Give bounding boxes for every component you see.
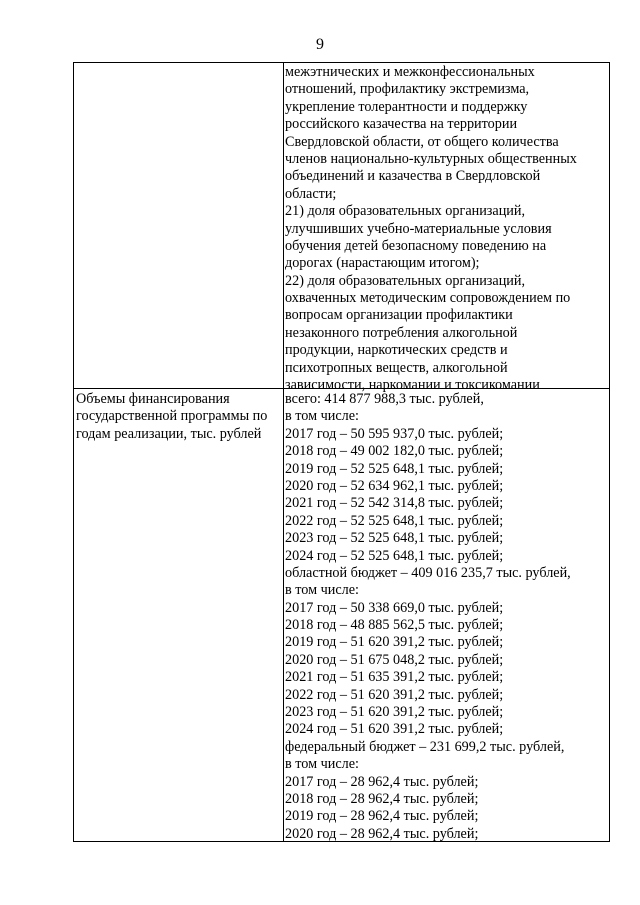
funding-value-line: в том числе:	[285, 582, 359, 599]
funding-value-line: 2024 год – 51 620 391,2 тыс. рублей;	[285, 721, 504, 738]
funding-values-cell	[285, 391, 607, 843]
indicator-text-line: 22) доля образовательных организаций,	[285, 272, 526, 289]
funding-value-line: 2020 год – 52 634 962,1 тыс. рублей;	[285, 477, 504, 494]
program-passport-table	[73, 62, 610, 842]
indicator-text-line: укрепление толерантности и поддержку	[285, 98, 528, 115]
indicator-text-line: области;	[285, 185, 337, 202]
indicator-text-line: отношений, профилактику экстремизма,	[285, 81, 530, 98]
indicator-text-line: членов национально-культурных общественных	[285, 150, 577, 167]
funding-value-line: всего: 414 877 988,3 тыс. рублей,	[285, 391, 484, 407]
indicator-text-line: обучения детей безопасному поведению на	[285, 237, 547, 254]
indicator-text-line: вопросам организации профилактики	[285, 307, 513, 324]
funding-value-line: 2018 год – 48 885 562,5 тыс. рублей;	[285, 617, 504, 634]
indicator-text-line: охваченных методическим сопровождением по	[285, 290, 571, 307]
funding-value-line: 2021 год – 51 635 391,2 тыс. рублей;	[285, 669, 504, 686]
funding-label-line: государственной программы по	[76, 408, 268, 425]
indicator-text-line: межэтнических и межконфессиональных	[285, 64, 535, 80]
funding-value-line: 2019 год – 52 525 648,1 тыс. рублей;	[285, 460, 504, 477]
indicator-text-line: психотропных веществ, алкогольной	[285, 359, 508, 376]
funding-value-line: 2023 год – 52 525 648,1 тыс. рублей;	[285, 530, 504, 547]
funding-value-line: 2019 год – 51 620 391,2 тыс. рублей;	[285, 634, 504, 651]
funding-value-line: 2017 год – 28 962,4 тыс. рублей;	[285, 773, 479, 790]
page-number: 9	[316, 36, 324, 53]
funding-label-cell	[76, 391, 282, 443]
funding-value-line: 2017 год – 50 595 937,0 тыс. рублей;	[285, 425, 504, 442]
funding-value-line: в том числе:	[285, 756, 359, 773]
funding-value-line: федеральный бюджет – 231 699,2 тыс. рублей,	[285, 738, 565, 755]
indicator-text-line: зависимости, наркомании и токсикомании	[285, 377, 540, 394]
funding-value-line: 2022 год – 52 525 648,1 тыс. рублей;	[285, 512, 504, 529]
funding-value-line: в том числе:	[285, 408, 359, 425]
funding-value-line: 2018 год – 49 002 182,0 тыс. рублей;	[285, 443, 504, 460]
funding-value-line: 2022 год – 51 620 391,2 тыс. рублей;	[285, 686, 504, 703]
funding-label-line: Объемы финансирования	[76, 391, 230, 407]
indicator-text-line: объединений и казачества в Свердловской	[285, 168, 541, 185]
indicator-text-line: продукции, наркотических средств и	[285, 342, 508, 359]
indicator-text-line: Свердловской области, от общего количества	[285, 133, 559, 150]
indicator-text-line: российского казачества на территории	[285, 116, 518, 133]
indicator-text-line: дорогах (нарастающим итогом);	[285, 255, 480, 272]
funding-value-line: 2020 год – 51 675 048,2 тыс. рублей;	[285, 651, 504, 668]
indicator-text-line: незаконного потребления алкогольной	[285, 324, 518, 341]
indicator-text-line: улучшивших учебно-материальные условия	[285, 220, 552, 237]
table-row-indicators	[74, 63, 609, 394]
funding-value-line: 2021 год – 52 542 314,8 тыс. рублей;	[285, 495, 504, 512]
funding-value-line: 2024 год – 52 525 648,1 тыс. рублей;	[285, 547, 504, 564]
funding-value-line: 2017 год – 50 338 669,0 тыс. рублей;	[285, 599, 504, 616]
indicator-text-line: 21) доля образовательных организаций,	[285, 203, 526, 220]
indicators-cell	[285, 64, 607, 394]
funding-value-line: 2020 год – 28 962,4 тыс. рублей;	[285, 825, 479, 842]
funding-label-line: годам реализации, тыс. рублей	[76, 425, 262, 442]
funding-value-line: 2019 год – 28 962,4 тыс. рублей;	[285, 808, 479, 825]
funding-value-line: областной бюджет – 409 016 235,7 тыс. рублей,	[285, 564, 571, 581]
funding-value-line: 2018 год – 28 962,4 тыс. рублей;	[285, 790, 479, 807]
funding-value-line: 2023 год – 51 620 391,2 тыс. рублей;	[285, 704, 504, 721]
